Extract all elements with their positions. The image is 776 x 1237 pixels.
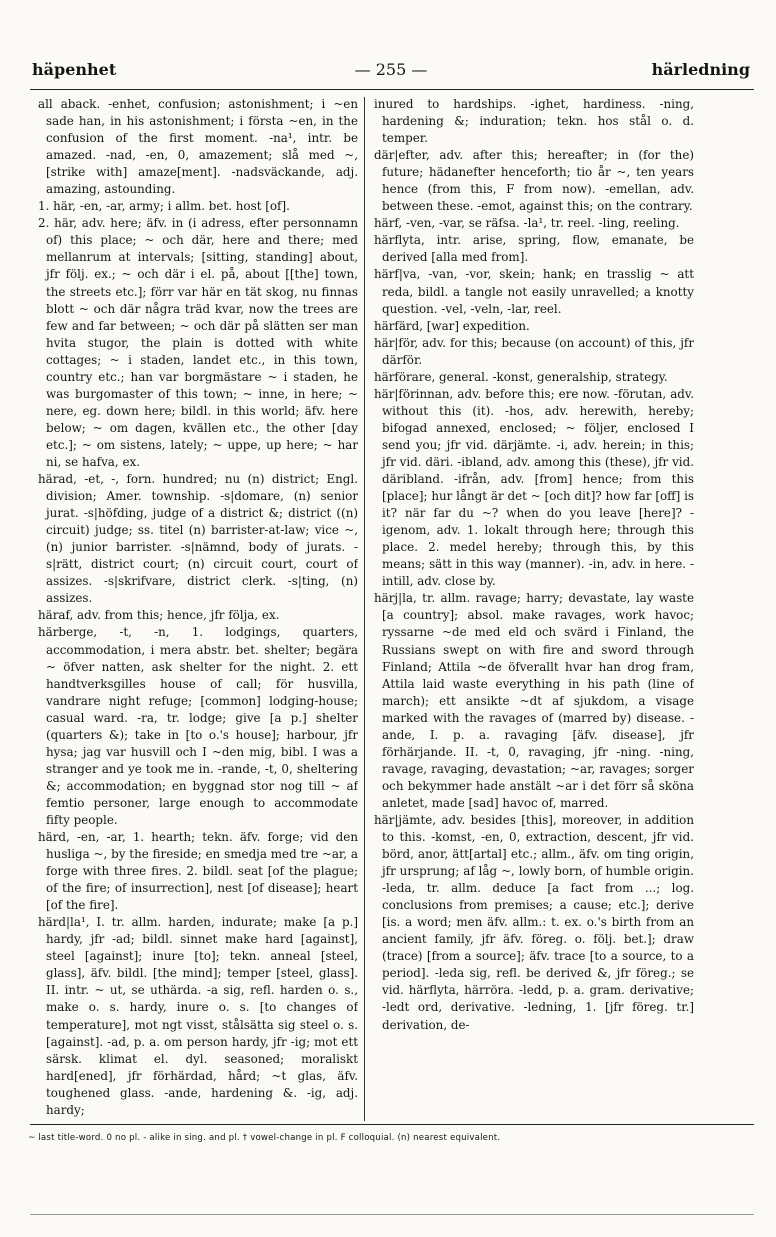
dictionary-entry: där|efter, adv. after this; hereafter; in (for the) future; hädanefter henceforth; tio år ~, ten years hence (from this, F from now). -emellan, adv. between these. -emot, against this; on the contrary. — [374, 148, 694, 214]
dictionary-entry: inured to hardships. -ighet, hardiness. -ning, hardening &; induration; tekn. hos stål o. d. temper. — [374, 97, 694, 146]
dictionary-entry: härd|la¹, I. tr. allm. harden, indurate; make [a p.] hardy, jfr -ad; bildl. sinnet make hard [against], steel [against]; inure [to]; tekn. anneal [steel, glass], äfv. bildl. [the mind]; temper [steel, glass]. II. intr. ~ ut, se uthärda. -a sig, refl. harden o. s., make o. s. hardy, inure o. s. [to changes of temperature], mot ngt visst, stålsätta sig steel o. s. [against]. -ad, p. a. om person hardy, jfr -ig; mot ett särsk. klimat el. dyl. seasoned; moraliskt hard[ened], jfr förhärdad, hård; ~t glas, äfv. toughened glass. -ande, hardening &. -ig, adj. hardy; — [38, 915, 358, 1117]
header-rule — [30, 89, 754, 90]
dictionary-entry: härf, -ven, -var, se räfsa. -la¹, tr. reel. -ling, reeling. — [374, 216, 680, 231]
dictionary-entry: här|jämte, adv. besides [this], moreover, in addition to this. -komst, -en, 0, extraction, descent, jfr vid. börd, anor, ätt[artal] etc.; allm., äfv. om ting origin, jfr ursprung; af låg ~, lowly born, of humble origin. -leda, tr. allm. deduce [a fact from ...; log. conclusions from premises; a cause; etc.]; derive [is. a word; men äfv. allm.: t. ex. o.'s birth from an ancient family, jfr äfv. föreg. o. följ. bet.]; draw (trace) [from a source]; äfv. trace [to a source, to a period]. -leda sig, refl. be derived &, jfr föreg.; se vid. härflyta, härröra. -ledd, p. a. gram. derivative; -ledt ord, derivative. -ledning, 1. [jfr föreg. tr.] derivation, de- — [374, 812, 694, 1032]
column-divider — [364, 97, 365, 1121]
left-column — [38, 96, 358, 1121]
dictionary-entry: härad, -et, -, forn. hundred; nu (n) district; Engl. division; Amer. township. -s|domare, (n) senior jurat. -s|höfding, judge of a district &; district ((n) circuit) judge; ss. titel (n) barrister-at-law; vice ~, (n) junior barrister. -s|nämnd, body of jurats. -s|rätt, district court; (n) circuit court, court of assizes. -s|skrifvare, district clerk. -s|ting, (n) assizes. — [38, 472, 358, 606]
page-bottom-rule — [30, 1214, 754, 1215]
dictionary-entry: häraf, adv. from this; hence, jfr följa, ex. — [38, 608, 280, 623]
dictionary-entry: all aback. -enhet, confusion; astonishment; i ~en sade han, in his astonishment; i första ~en, in the confusion of the first moment. -na¹, intr. be amazed. -nad, -en, 0, amazement; slå med ~, [strike with] amaze[ment]. -nadsväckande, adj. amazing, astounding. — [38, 97, 358, 197]
dictionary-entry: härf|va, -van, -vor, skein; hank; en trasslig ~ att reda, bildl. a tangle not easily unravelled; a knotty question. -vel, -veln, -lar, reel. — [374, 267, 694, 316]
abbreviation-legend: ~ last title-word. 0 no pl. - alike in sing. and pl. † vowel-change in pl. F colloquial. (n) nearest equivalent. — [28, 1133, 501, 1143]
page-number: — 255 — — [354, 60, 428, 79]
dictionary-entry: 2. här, adv. here; äfv. in (i adress, efter personnamn of) this place; ~ och där, here and there; med mellanrum at intervals; [sitting, standing] about, jfr följ. ex.; ~ och där i el. på, about [[the] town, the streets etc.]; förr var här en tät skog, nu finnas blott ~ och där några träd kvar, now the trees are few and far between; ~ och där på slätten ser man hvita stugor, the plain is dotted with white cottages; ~ i staden, landet etc., in this town, country etc.; han var borgmästare ~ i staden, he was burgomaster of this town; ~ inne, in here; ~ nere, eg. down here; bildl. in this world; äfv. here below; ~ om dagen, kvällen etc., the other [day etc.]; ~ om sistens, lately; ~ uppe, up here; ~ har ni, se hafva, ex. — [38, 216, 358, 469]
dictionary-entry: härfärd, [war] expedition. — [374, 318, 530, 333]
dictionary-entry: härflyta, intr. arise, spring, flow, emanate, be derived [alla med from]. — [374, 233, 694, 265]
dictionary-entry: härd, -en, -ar, 1. hearth; tekn. äfv. forge; vid den husliga ~, by the fireside; en smedja med tre ~ar, a forge with three fires. 2. bildl. seat [of the plague; of the fire; of insurrection], nest [of disease]; heart [of the fire]. — [38, 830, 358, 913]
right-guide-word: härledning — [651, 60, 750, 79]
dictionary-entry: härförare, general. -konst, generalship, strategy. — [374, 369, 668, 384]
page-header — [32, 60, 750, 86]
dictionary-entry: här|förinnan, adv. before this; ere now. -förutan, adv. without this (it). -hos, adv. herewith, hereby; bifogad annexed, enclosed; ~ följer, enclosed I send you; jfr vid. därjämte. -i, adv. herein; in this; jfr vid. däri. -ibland, adv. among this (these), jfr vid. däribland. -ifrån, adv. [from] hence; from this [place]; hur långt är det ~ [och dit]? how far [off] is it? när far du ~? when do you leave [here]? -igenom, adv. 1. lokalt through here; through this place. 2. medel hereby; through this, by this means; sätt in this way (manner). -in, adv. in here. -intill, adv. close by. — [374, 386, 694, 589]
dictionary-entry: 1. här, -en, -ar, army; i allm. bet. host [of]. — [38, 199, 290, 214]
footer-rule — [30, 1124, 754, 1125]
dictionary-entry: här|för, adv. for this; because (on account) of this, jfr därför. — [374, 335, 694, 367]
dictionary-entry: härj|la, tr. allm. ravage; harry; devastate, lay waste [a country]; absol. make ravages, work havoc; ryssarne ~de med eld och svärd i Finland, the Russians swept on with fire and sword through Finland; Attila ~de öfverallt hvar han drog fram, Attila laid waste everything in his path (line of march); ett ansikte ~dt af sjukdom, a visage marked with the ravages of (marred by) disease. -ande, I. p. a. ravaging [äfv. disease], jfr förhärjande. II. -t, 0, ravaging, jfr -ning. -ning, ravage, ravaging, devastation; ~ar, ravages; sorger och bekymmer hade anstält ~ar i det förr så sköna anletet, made [sad] havoc of, marred. — [374, 591, 694, 810]
right-column — [374, 96, 694, 1121]
left-guide-word: häpenhet — [32, 60, 117, 79]
dictionary-entry: härberge, -t, -n, 1. lodgings, quarters, accommodation, i mera abstr. bet. shelter; begära ~ öfver natten, ask shelter for the night. 2. ett handtverksgilles house of call; för husvilla, vandrare night refuge; [common] lodging-house; casual ward. -ra, tr. lodge; give [a p.] shelter (quarters &); take in [to o.'s house]; harbour, jfr hysa; jag var husvill och I ~den mig, bibl. I was a stranger and ye took me in. -rande, -t, 0, sheltering &; accommodation; en byggnad stor nog till ~ af femtio personer, large enough to accommodate fifty people. — [38, 625, 358, 827]
